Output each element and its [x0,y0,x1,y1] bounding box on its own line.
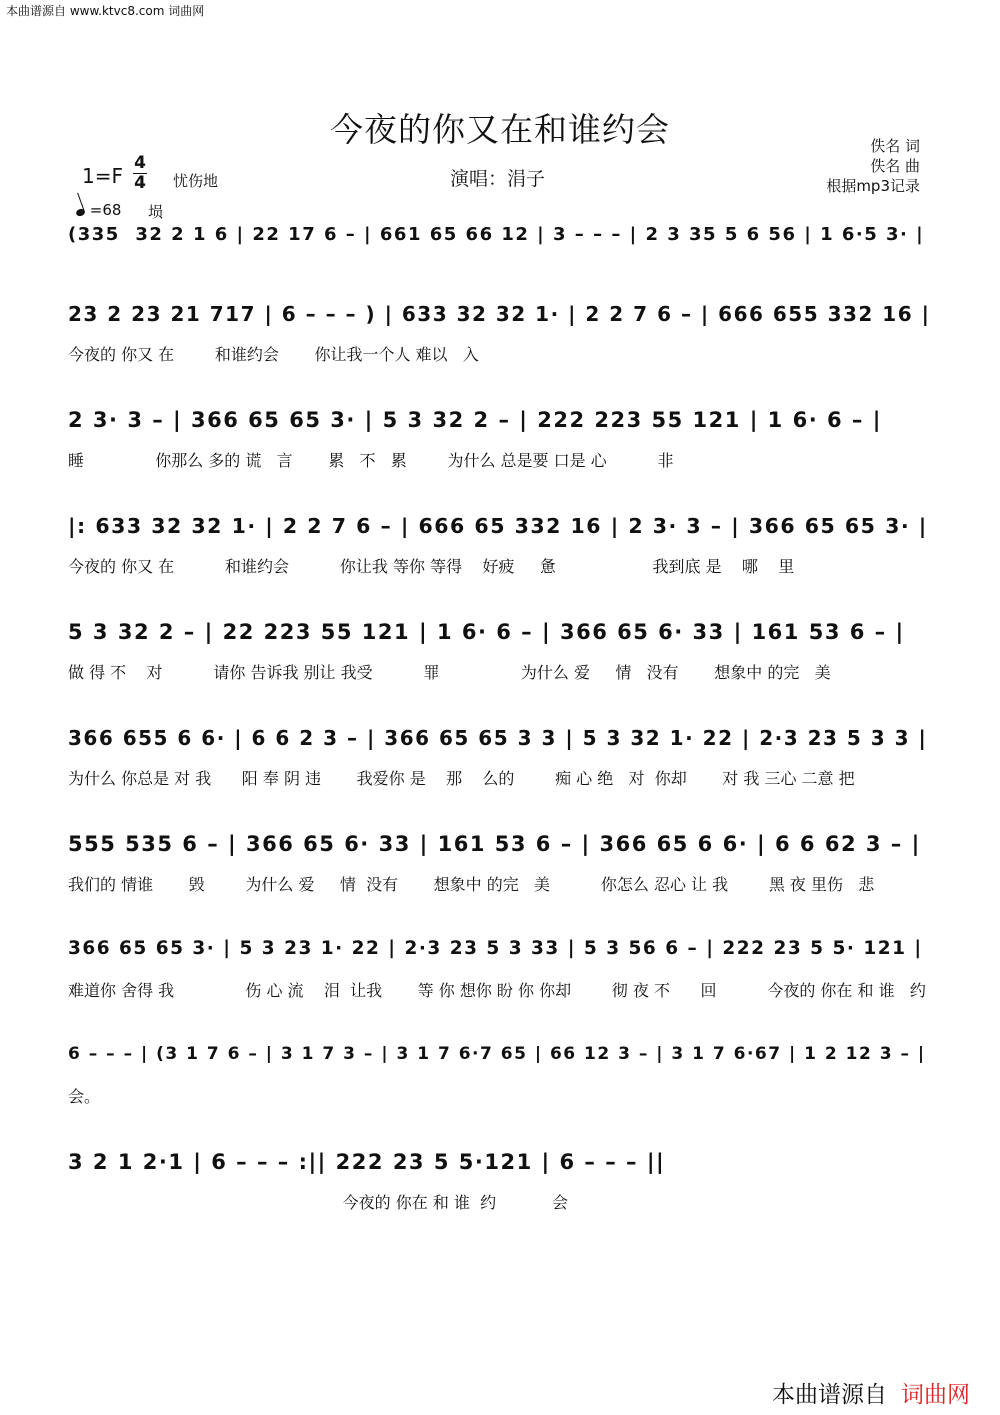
lyric-row-8: 难道你 舍得 我 伤 心 流 泪 让我 等 你 想你 盼 你 你却 彻 夜 不 回 今夜的 你在 和 谁 约 [68,981,926,1000]
footer-site-link[interactable]: 词曲网 [901,1382,970,1408]
singer: 演唱：涓子 [450,168,546,190]
lyric-row-5: 做 得 不 对 请你 告诉我 别让 我受 罪 为什么 爱 情 没有 想象中 的完 美 [68,663,831,682]
lyric-row-3: 睡 你那么 多的 谎 言 累 不 累 为什么 总是要 口是 心 非 [68,451,674,470]
notation-row-9: 6 – – – | (3 1 7 6 – | 3 1 7 3 – | 3 1 7 6·7 65 | 66 12 3 – | 3 1 7 6·67 | 1 2 12 3 – | [68,1044,926,1064]
instrument-label: 埙 [148,203,164,221]
lyric-row-6: 为什么 你总是 对 我 阳 奉 阴 违 我爱你 是 那 么的 痴 心 绝 对 你却 对 我 三心 二意 把 [68,769,855,788]
credit-composer: 佚名 曲 [870,157,920,175]
footer [772,1376,970,1409]
notation-row-6: 366 655 6 6· | 6 6 2 3 – | 366 65 65 3 3 | 5 3 32 1· 22 | 2·3 23 5 3 3 | [68,726,928,750]
time-signature-top: 4 [134,153,146,173]
quarter-note-icon [75,208,86,218]
notation-row-3: 2 3· 3 – | 366 65 65 3· | 5 3 32 2 – | 222 223 55 121 | 1 6· 6 – | [68,408,882,432]
time-signature [132,154,148,193]
lyric-row-2: 今夜的 你又 在 和谁约会 你让我一个人 难以 入 [68,345,479,364]
notation-row-2: 23 2 23 21 717 | 6 – – – ) | 633 32 32 1· | 2 2 7 6 – | 666 655 332 16 | [68,302,931,326]
tempo-marking [76,201,121,219]
credits [826,136,920,196]
time-signature-bottom: 4 [134,173,146,193]
key-signature: 1=F [82,164,123,188]
notation-row-7: 555 535 6 – | 366 65 6· 33 | 161 53 6 – | 366 65 6 6· | 6 6 62 3 – | [68,832,921,856]
notation-row-10: 3 2 1 2·1 | 6 – – – :|| 222 23 5 5·121 | 6 – – – || [68,1150,666,1174]
lyric-row-4: 今夜的 你又 在 和谁约会 你让我 等你 等得 好疲 惫 我到底 是 哪 里 [68,557,795,576]
mood-marking: 忧伤地 [173,172,219,190]
lyric-row-7: 我们的 情谁 毁 为什么 爱 情 没有 想象中 的完 美 你怎么 忍心 让 我 黑 夜 里伤 悲 [68,875,875,894]
notation-row-8: 366 65 65 3· | 5 3 23 1· 22 | 2·3 23 5 3 33 | 5 3 56 6 – | 222 23 5 5· 121 | [68,938,923,959]
footer-text: 本曲谱源自 [772,1382,887,1408]
credit-lyricist: 佚名 词 [870,137,920,155]
tempo-value: =68 [89,201,122,219]
lyric-row-9: 会。 [68,1087,101,1106]
notation-row-1: (335 32 2 1 6 | 22 17 6 – | 661 65 66 12 | 3 – – – | 2 3 35 5 6 56 | 1 6·5 3· | [68,224,925,245]
notation-row-4: |: 633 32 32 1· | 2 2 7 6 – | 666 65 332 16 | 2 3· 3 – | 366 65 65 3· | [68,514,928,538]
source-line: 本曲谱源自 www.ktvc8.com 词曲网 [6,4,205,18]
song-title: 今夜的你又在和谁约会 [330,110,670,149]
credit-source: 根据mp3记录 [826,177,920,195]
notation-row-5: 5 3 32 2 – | 22 223 55 121 | 1 6· 6 – | 366 65 6· 33 | 161 53 6 – | [68,620,905,644]
lyric-row-10: 今夜的 你在 和 谁 约 会 [68,1193,569,1212]
